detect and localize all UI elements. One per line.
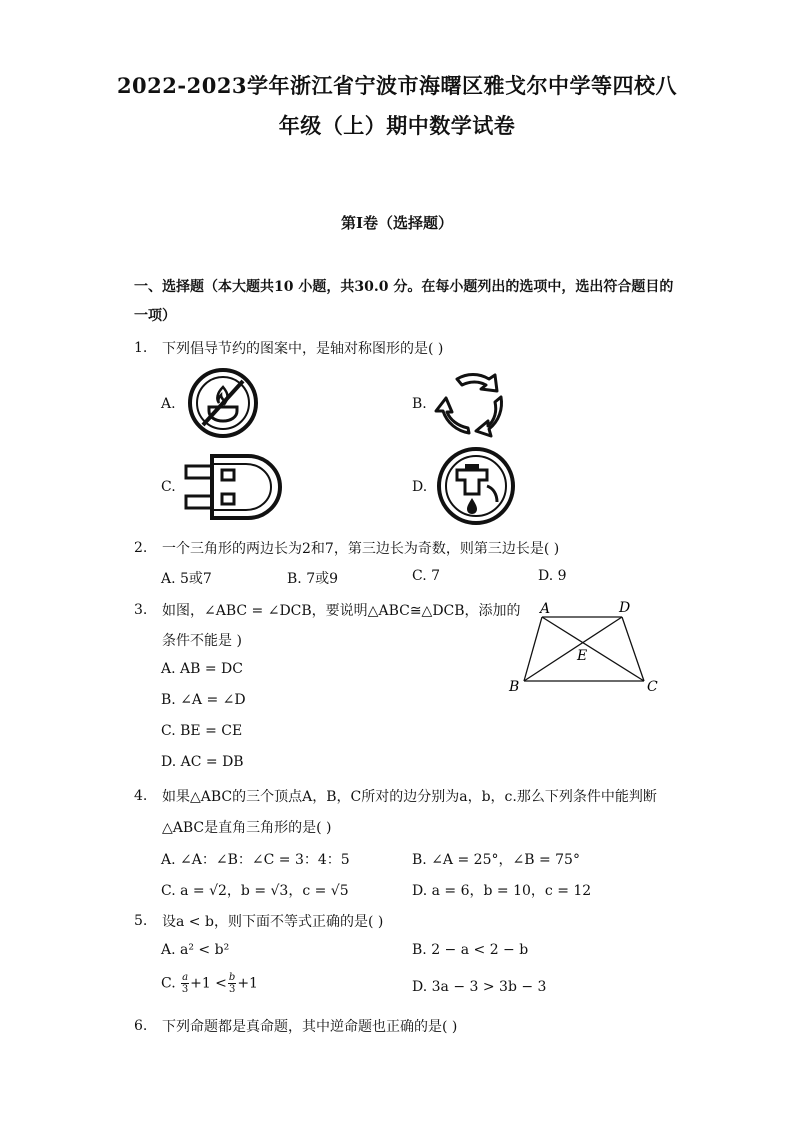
- q4-option-d[interactable]: D. a = 6，b = 10，c = 12: [412, 883, 592, 899]
- q4-option-a[interactable]: A. ∠A：∠B：∠C = 3：4：5: [161, 852, 350, 868]
- q1-option-b-label[interactable]: B.: [412, 396, 427, 412]
- label-b: B: [509, 679, 520, 695]
- label-e: E: [577, 648, 588, 664]
- q1-option-a-label[interactable]: A.: [161, 396, 176, 412]
- segment-dc: [622, 617, 644, 681]
- part-heading: 一、选择题（本大题共10 小题，共30.0 分。在每小题列出的选项中，选出符合题目的: [134, 279, 674, 295]
- recycle-arrows-icon: [435, 367, 511, 439]
- power-plug-icon: [184, 452, 284, 522]
- q4-number: 4.: [134, 788, 148, 804]
- q2-number: 2.: [134, 540, 148, 556]
- q1-text: 下列倡导节约的图案中，是轴对称图形的是( ): [162, 341, 444, 357]
- q3-figure: [500, 595, 670, 695]
- no-fire-icon: [185, 367, 263, 439]
- section-title: 第I卷（选择题）: [340, 214, 454, 232]
- q2-option-b[interactable]: B. 7或9: [287, 571, 339, 587]
- q5-option-c[interactable]: [161, 972, 258, 995]
- water-faucet-icon: [435, 446, 517, 526]
- q2-option-d[interactable]: D. 9: [538, 568, 567, 584]
- q3-option-d[interactable]: D. AC = DB: [161, 754, 244, 770]
- q5-option-b[interactable]: B. 2 − a < 2 − b: [412, 942, 529, 958]
- label-d: D: [619, 600, 631, 616]
- q5-option-a[interactable]: A. a² < b²: [161, 942, 230, 958]
- q3-option-a[interactable]: A. AB = DC: [161, 661, 243, 677]
- q5-number: 5.: [134, 913, 148, 929]
- q3-number: 3.: [134, 602, 148, 618]
- q5-option-c-end: +1: [237, 975, 258, 992]
- q6-number: 6.: [134, 1018, 148, 1034]
- q2-option-c[interactable]: C. 7: [412, 568, 441, 584]
- q3-option-c[interactable]: C. BE = CE: [161, 723, 243, 739]
- q6-text: 下列命题都是真命题，其中逆命题也正确的是( ): [162, 1019, 458, 1035]
- q3-option-b[interactable]: B. ∠A = ∠D: [161, 692, 246, 708]
- fraction-a-over-3: $\frac{a}{3}$: [181, 972, 189, 995]
- q4-text-line2: △ABC是直角三角形的是( ): [162, 820, 332, 836]
- q1-number: 1.: [134, 340, 148, 356]
- q4-option-c[interactable]: C. a = √2，b = √3，c = √5: [161, 883, 349, 899]
- q1-option-c-label[interactable]: C.: [161, 479, 176, 495]
- q2-text: 一个三角形的两边长为2和7，第三边长为奇数，则第三边长是( ): [162, 541, 560, 557]
- label-a: A: [540, 601, 551, 617]
- q4-text-line1: 如果△ABC的三个顶点A，B，C所对的边分别为a，b，c.那么下列条件中能判断: [162, 789, 657, 805]
- page-title-line1: 2022-2023学年浙江省宁波市海曙区雅戈尔中学等四校八: [116, 73, 678, 98]
- q3-text-line1: 如图，∠ABC = ∠DCB，要说明△ABC≅△DCB，添加的: [162, 603, 521, 619]
- segment-ac: [542, 617, 644, 681]
- q1-option-d-label[interactable]: D.: [412, 479, 428, 495]
- q3-text-line2: 条件不能是 ): [162, 633, 242, 649]
- q4-option-b[interactable]: B. ∠A = 25°，∠B = 75°: [412, 852, 580, 868]
- q2-option-a[interactable]: A. 5或7: [161, 571, 212, 587]
- q5-option-c-prefix: C.: [161, 975, 176, 992]
- fraction-b-over-3: $\frac{b}{3}$: [228, 972, 236, 995]
- q5-option-c-mid: +1 <: [190, 975, 227, 992]
- q5-text: 设a < b，则下面不等式正确的是( ): [162, 914, 384, 930]
- part-heading-cont: 一项）: [134, 308, 176, 324]
- q5-option-d[interactable]: D. 3a − 3 > 3b − 3: [412, 979, 547, 995]
- label-c: C: [647, 679, 658, 695]
- page-title-line2: 年级（上）期中数学试卷: [278, 113, 516, 138]
